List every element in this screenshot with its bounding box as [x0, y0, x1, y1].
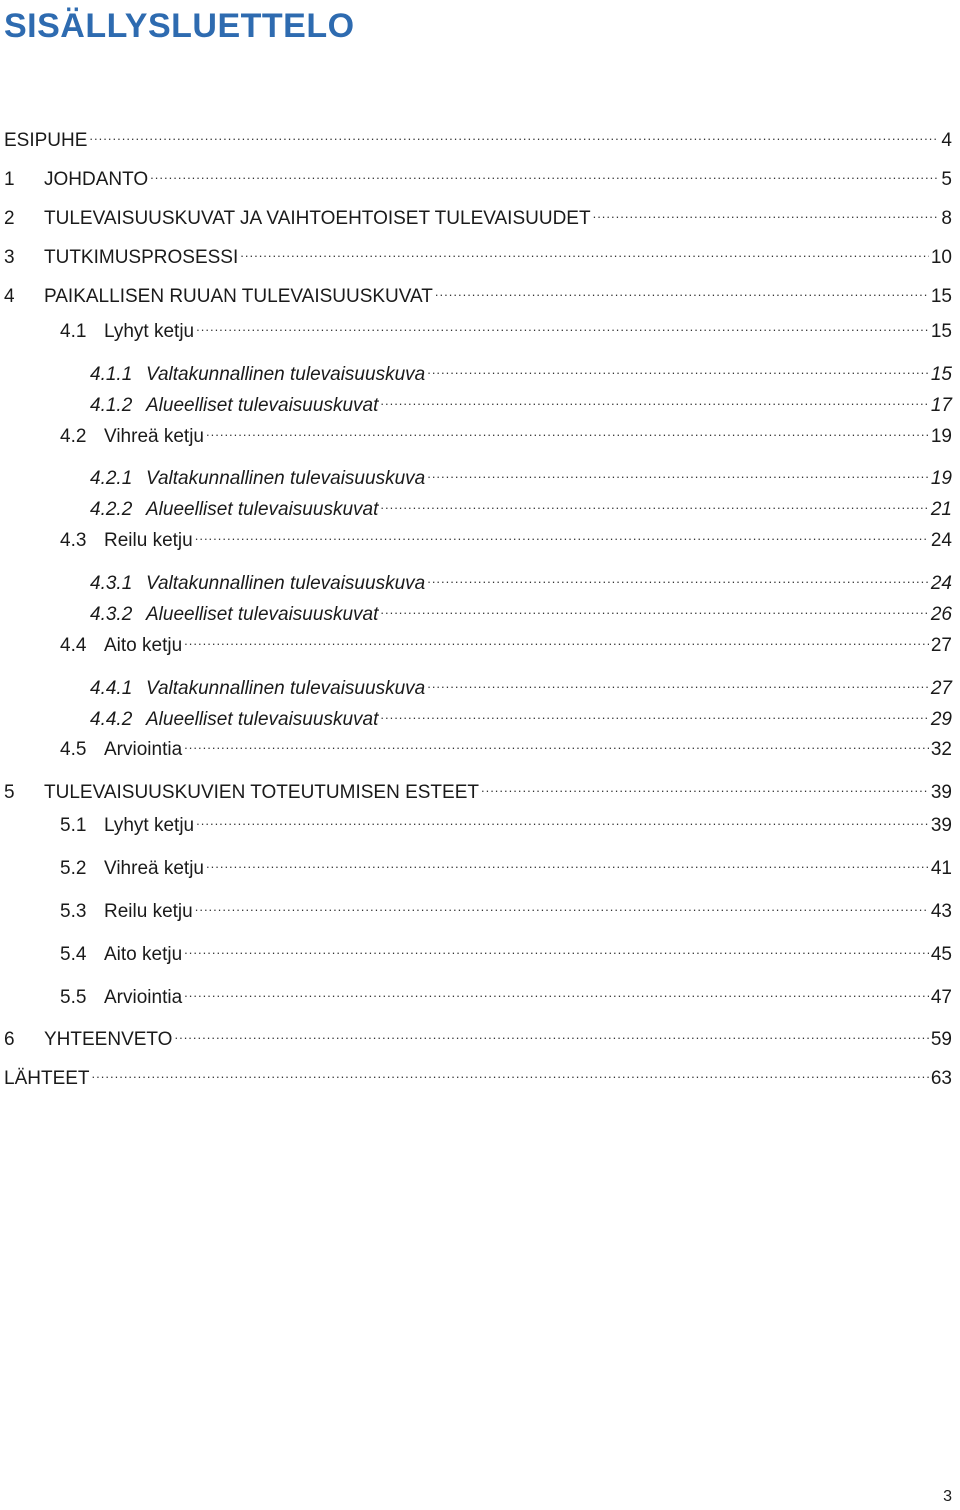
toc-entry-label: Vihreä ketju	[104, 858, 204, 879]
toc-entry-number: 4.5	[60, 739, 87, 760]
page-number: 3	[943, 1488, 952, 1505]
toc-entry-5[interactable]	[4, 772, 952, 803]
dot-leader	[435, 276, 929, 302]
toc-entry-label: Valtakunnallinen tulevaisuuskuva	[146, 678, 426, 699]
toc-entry-4-5[interactable]	[60, 729, 952, 760]
toc-entry-page: 15	[930, 321, 952, 342]
dot-leader	[380, 594, 929, 620]
toc-entry-page: 29	[930, 709, 952, 730]
dot-leader	[195, 891, 929, 917]
toc-entry-label: TULEVAISUUSKUVIEN TOTEUTUMISEN ESTEET	[44, 782, 479, 803]
toc-entry-6[interactable]	[4, 1019, 952, 1050]
page-title: SISÄLLYSLUETTELO	[4, 7, 355, 45]
toc-entry-page: 8	[941, 208, 952, 229]
toc-entry-page: 63	[930, 1068, 952, 1089]
toc-entry-label: Alueelliset tulevaisuuskuvat	[146, 604, 379, 625]
toc-entry-number: 4.1	[60, 321, 87, 342]
toc-entry-number: 3	[4, 247, 15, 268]
toc-entry-label: JOHDANTO	[44, 169, 149, 190]
toc-entry-number: 4.4	[60, 635, 87, 656]
toc-entry-label: Valtakunnallinen tulevaisuuskuva	[146, 468, 426, 489]
dot-leader	[240, 237, 929, 263]
toc-entry-5-1[interactable]	[60, 805, 952, 836]
dot-leader	[593, 198, 940, 224]
dot-leader	[92, 1058, 929, 1084]
toc-entry-number: 4.1.1	[90, 364, 133, 385]
toc-entry-5-3[interactable]	[60, 891, 952, 922]
toc-entry-page: 17	[930, 395, 952, 416]
dot-leader	[427, 354, 929, 380]
toc-entry-number: 4	[4, 286, 15, 307]
toc-entry-label: ESIPUHE	[4, 130, 88, 151]
toc-entry-page: 39	[930, 782, 952, 803]
toc-entry-label: LÄHTEET	[4, 1068, 90, 1089]
toc-entry-label: Alueelliset tulevaisuuskuvat	[146, 499, 379, 520]
dot-leader	[196, 311, 929, 337]
toc-entry-page: 10	[930, 247, 952, 268]
toc-entry-label: Valtakunnallinen tulevaisuuskuva	[146, 364, 426, 385]
toc-entry-number: 4.4.2	[90, 709, 133, 730]
dot-leader	[195, 520, 929, 546]
toc-entry-label: TULEVAISUUSKUVAT JA VAIHTOEHTOISET TULEVAISUUDET	[44, 208, 591, 229]
toc-entry-label: Alueelliset tulevaisuuskuvat	[146, 709, 379, 730]
toc-entry-number: 4.2.2	[90, 499, 133, 520]
dot-leader	[89, 120, 939, 146]
toc-entry-label: Lyhyt ketju	[104, 815, 195, 836]
toc-entry-label: Vihreä ketju	[104, 426, 204, 447]
toc-entry-number: 4.2	[60, 426, 87, 447]
toc-entry-number: 4.4.1	[90, 678, 133, 699]
toc-entry-label: YHTEENVETO	[44, 1029, 173, 1050]
toc-entry-number: 4.1.2	[90, 395, 133, 416]
toc-entry-page: 27	[930, 678, 952, 699]
toc-entry-4-1-2[interactable]	[90, 385, 952, 416]
toc-entry-number: 4.3	[60, 530, 87, 551]
toc-entry-page: 15	[930, 286, 952, 307]
toc-entry-4-2[interactable]	[60, 416, 952, 447]
toc-entry-label: Reilu ketju	[104, 901, 193, 922]
toc-entry-number: 5.3	[60, 901, 87, 922]
toc-entry-4-2-2[interactable]	[90, 489, 952, 520]
toc-entry-label: Aito ketju	[104, 944, 183, 965]
toc-entry-label: Reilu ketju	[104, 530, 193, 551]
dot-leader	[380, 385, 929, 411]
toc-entry-page: 59	[930, 1029, 952, 1050]
toc-entry-5-5[interactable]	[60, 977, 952, 1008]
toc-entry-label: PAIKALLISEN RUUAN TULEVAISUUSKUVAT	[44, 286, 433, 307]
toc-entry-label: Arviointia	[104, 739, 183, 760]
dot-leader	[380, 489, 929, 515]
toc-entry-page: 5	[941, 169, 952, 190]
toc-entry-number: 4.2.1	[90, 468, 133, 489]
dot-leader	[184, 977, 929, 1003]
dot-leader	[206, 848, 929, 874]
toc-entry-label: Valtakunnallinen tulevaisuuskuva	[146, 573, 426, 594]
toc-entry-page: 21	[930, 499, 952, 520]
toc-entry-lahteet[interactable]	[4, 1058, 952, 1089]
dot-leader	[184, 625, 929, 651]
dot-leader	[174, 1019, 928, 1045]
dot-leader	[184, 729, 929, 755]
dot-leader	[150, 159, 939, 185]
toc-entry-page: 41	[930, 858, 952, 879]
dot-leader	[427, 668, 929, 694]
dot-leader	[427, 458, 929, 484]
toc-entry-page: 15	[930, 364, 952, 385]
toc-entry-4-3-1[interactable]	[90, 563, 952, 594]
toc-entry-4-1-1[interactable]	[90, 354, 952, 385]
toc-entry-2[interactable]	[4, 198, 952, 229]
toc-entry-page: 19	[930, 468, 952, 489]
toc-entry-number: 5.1	[60, 815, 87, 836]
toc-entry-esipuhe[interactable]	[4, 120, 952, 151]
toc-entry-label: Aito ketju	[104, 635, 183, 656]
dot-leader	[184, 934, 929, 960]
toc-entry-label: Lyhyt ketju	[104, 321, 195, 342]
toc-entry-4-3-2[interactable]	[90, 594, 952, 625]
toc-entry-number: 5.5	[60, 987, 87, 1008]
toc-entry-number: 4.3.1	[90, 573, 133, 594]
toc-entry-4-4-1[interactable]	[90, 668, 952, 699]
toc-entry-4[interactable]	[4, 276, 952, 307]
toc-entry-page: 45	[930, 944, 952, 965]
toc-entry-page: 27	[930, 635, 952, 656]
toc-entry-number: 6	[4, 1029, 15, 1050]
toc-entry-page: 24	[930, 573, 952, 594]
toc-entry-page: 26	[930, 604, 952, 625]
toc-entry-4-4[interactable]	[60, 625, 952, 656]
toc-entry-page: 47	[930, 987, 952, 1008]
toc-entry-page: 24	[930, 530, 952, 551]
toc-entry-label: Alueelliset tulevaisuuskuvat	[146, 395, 379, 416]
toc-entry-page: 43	[930, 901, 952, 922]
toc-entry-number: 1	[4, 169, 15, 190]
dot-leader	[206, 416, 929, 442]
toc-entry-label: Arviointia	[104, 987, 183, 1008]
toc-entry-page: 4	[941, 130, 952, 151]
toc-entry-5-2[interactable]	[60, 848, 952, 879]
toc-entry-number: 5.4	[60, 944, 87, 965]
toc-entry-label: TUTKIMUSPROSESSI	[44, 247, 239, 268]
dot-leader	[427, 563, 929, 589]
toc-entry-4-2-1[interactable]	[90, 458, 952, 489]
toc-entry-1[interactable]	[4, 159, 952, 190]
toc-entry-page: 19	[930, 426, 952, 447]
toc-entry-number: 5.2	[60, 858, 87, 879]
toc-entry-3[interactable]	[4, 237, 952, 268]
toc-entry-4-3[interactable]	[60, 520, 952, 551]
toc-entry-5-4[interactable]	[60, 934, 952, 965]
toc-entry-page: 32	[930, 739, 952, 760]
toc-entry-page: 39	[930, 815, 952, 836]
toc-entry-number: 4.3.2	[90, 604, 133, 625]
toc-entry-number: 5	[4, 782, 15, 803]
toc-entry-number: 2	[4, 208, 15, 229]
dot-leader	[481, 772, 929, 798]
dot-leader	[196, 805, 929, 831]
dot-leader	[380, 699, 929, 725]
toc-entry-4-4-2[interactable]	[90, 699, 952, 730]
toc-entry-4-1[interactable]	[60, 311, 952, 342]
